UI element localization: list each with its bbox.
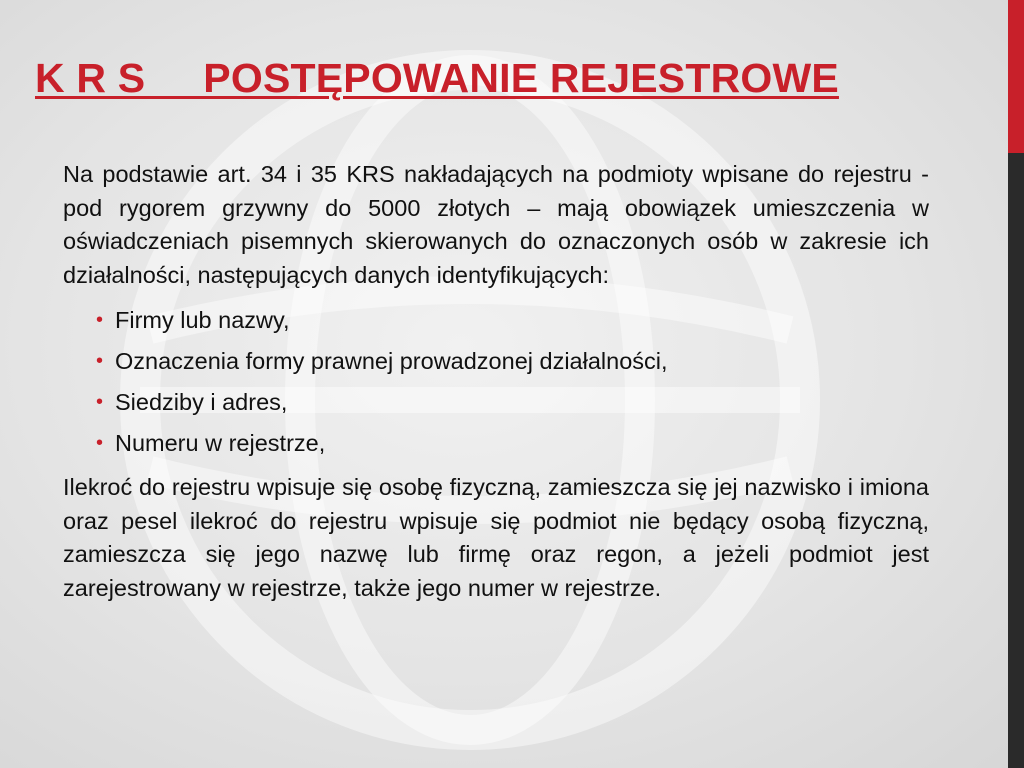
bullet-text: Oznaczenia formy prawnej prowadzonej działalności,: [115, 348, 668, 374]
intro-paragraph: Na podstawie art. 34 i 35 KRS nakładających na podmioty wpisane do rejestru - pod rygorem grzywny do 5000 złotych – mają obowiązek umieszczenia w oświadczeniach pisemnych skierowanych do oznaczonych osób w zakresie ich działalności, następujących danych identyfikujących:: [63, 161, 929, 288]
bullet-list: [63, 300, 929, 464]
bullet-item: [96, 341, 929, 382]
bullet-text: Numeru w rejestrze,: [115, 430, 326, 456]
bullet-item: [96, 423, 929, 464]
bullet-text: Siedziby i adres,: [115, 389, 288, 415]
bullet-item: [96, 300, 929, 341]
bullet-dot-icon: •: [96, 432, 104, 454]
slide-body: [63, 158, 929, 605]
bullet-dot-icon: •: [96, 350, 104, 372]
bullet-dot-icon: •: [96, 309, 104, 331]
right-accent-bar-red: [1008, 0, 1024, 153]
closing-paragraph: Ilekroć do rejestru wpisuje się osobę fizyczną, zamieszcza się jej nazwisko i imiona oraz pesel ilekroć do rejestru wpisuje się podmiot nie będący osobą fizyczną, zamieszcza się jego nazwę lub firmę oraz regon, a jeżeli podmiot jest zarejestrowany w rejestrze, także jego numer w rejestrze.: [63, 474, 929, 601]
bullet-text: Firmy lub nazwy,: [115, 307, 290, 333]
slide-title: K R S POSTĘPOWANIE REJESTROWE: [35, 55, 839, 101]
right-accent-bar: [1008, 0, 1024, 768]
bullet-dot-icon: •: [96, 391, 104, 413]
bullet-item: [96, 382, 929, 423]
